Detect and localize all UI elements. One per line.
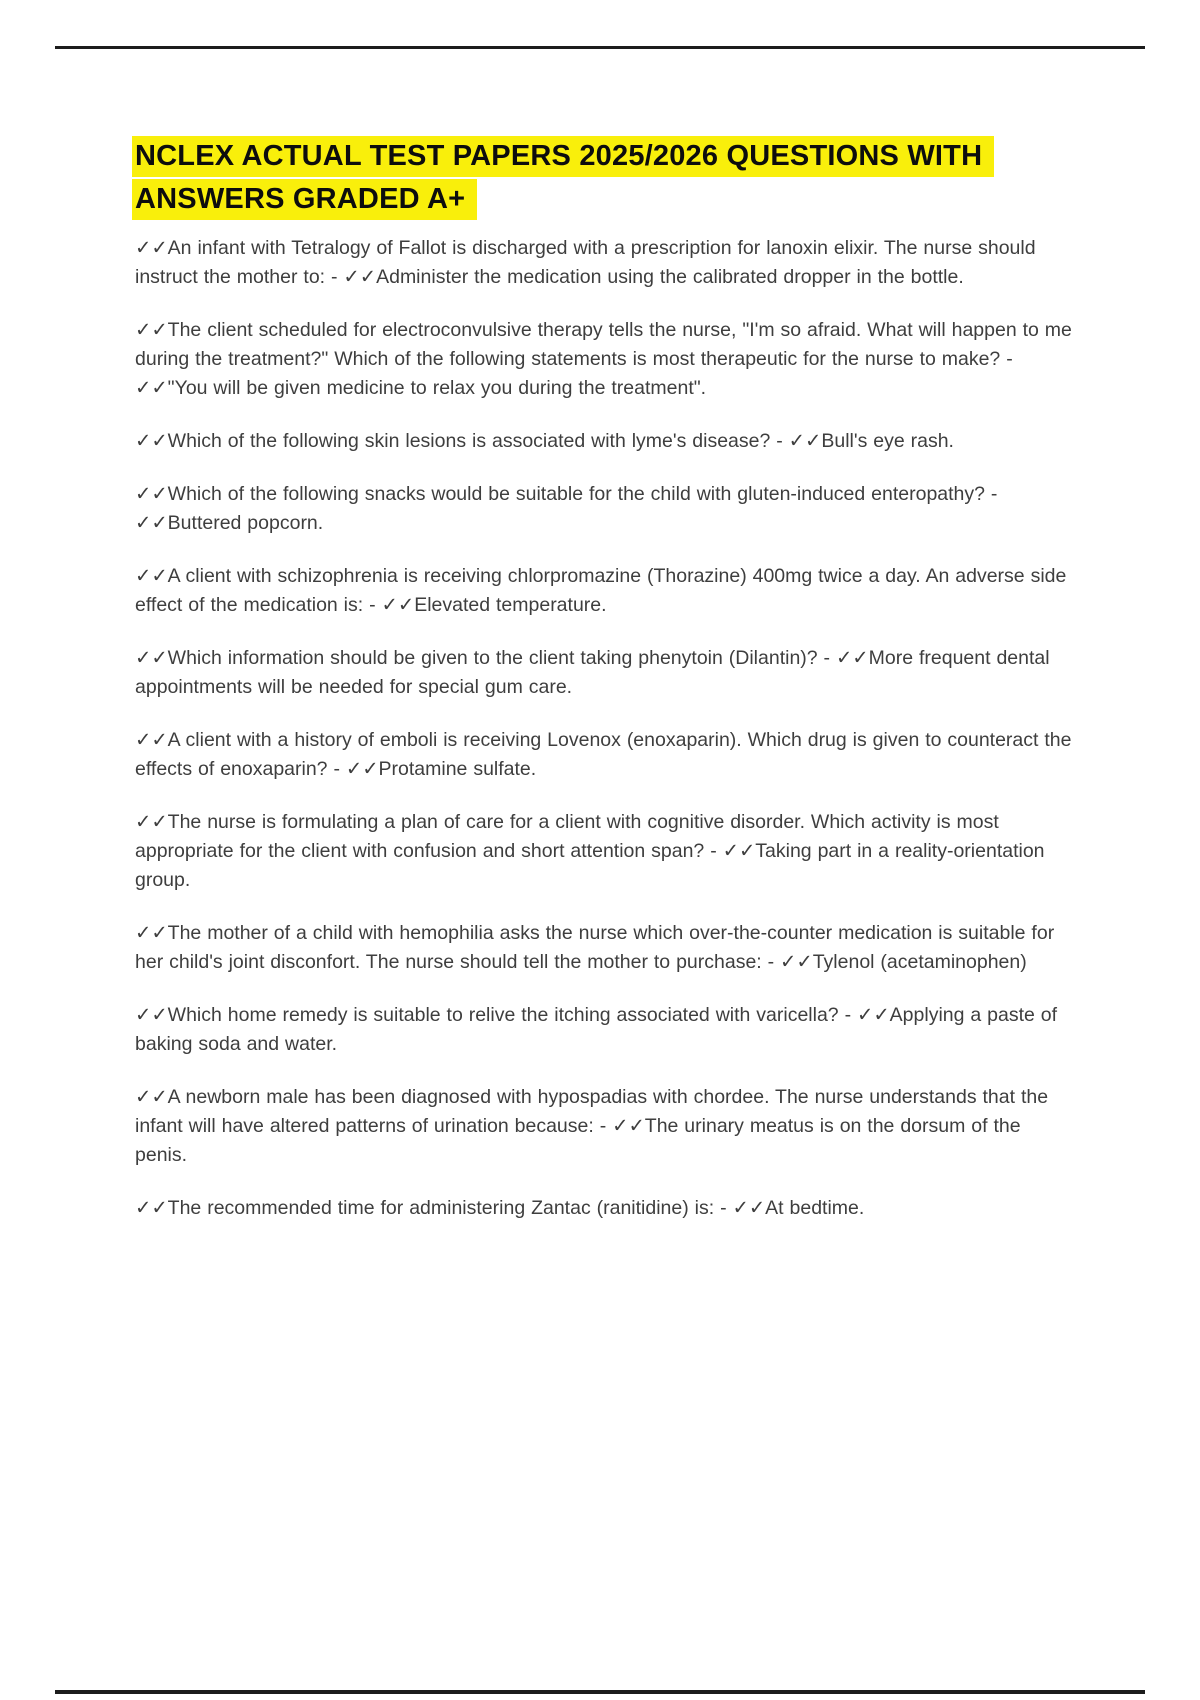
qa-item-12: ✓✓The recommended time for administering Zantac (ranitidine) is: - ✓✓At bedtime. xyxy=(135,1197,865,1219)
qa-item-6: ✓✓Which information should be given to the client taking phenytoin (Dilantin)? - ✓✓More frequent dental appointments will be needed for special gum care. xyxy=(135,647,1050,698)
qa-item-5: ✓✓A client with schizophrenia is receiving chlorpromazine (Thorazine) 400mg twice a day. An adverse side effect of the medication is: - ✓✓Elevated temperature. xyxy=(135,565,1067,616)
qa-list xyxy=(135,234,1075,1223)
top-divider-rule xyxy=(55,46,1145,49)
qa-item-10: ✓✓Which home remedy is suitable to relive the itching associated with varicella? - ✓✓Applying a paste of baking soda and water. xyxy=(135,1004,1058,1055)
qa-item-8: ✓✓The nurse is formulating a plan of care for a client with cognitive disorder. Which activity is most appropriate for the client with confusion and short attention span? - ✓✓Taking part in a reality-orientation group. xyxy=(135,811,1045,891)
qa-item-9: ✓✓The mother of a child with hemophilia asks the nurse which over-the-counter medication is suitable for her child's joint disconfort. The nurse should tell the mother to purchase: - ✓✓Tylenol (acetaminophen) xyxy=(135,922,1055,973)
qa-item-11: ✓✓A newborn male has been diagnosed with hypospadias with chordee. The nurse understands that the infant will have altered patterns of urination because: - ✓✓The urinary meatus is on the dorsum of the penis. xyxy=(135,1086,1049,1166)
page-title xyxy=(135,134,1075,220)
highlighted-title-text-1: NCLEX ACTUAL TEST PAPERS 2025/2026 QUESTIONS WITH xyxy=(132,136,994,177)
qa-item-2: ✓✓The client scheduled for electroconvulsive therapy tells the nurse, "I'm so afraid. What will happen to me during the treatment?" Which of the following statements is most therapeutic for the nurse to make? - ✓✓"You will be given medicine to relax you during the treatment". xyxy=(135,319,1072,399)
highlighted-title-text-2: ANSWERS GRADED A+ xyxy=(132,179,477,220)
qa-item-7: ✓✓A client with a history of emboli is receiving Lovenox (enoxaparin). Which drug is given to counteract the effects of enoxaparin? - ✓✓Protamine sulfate. xyxy=(135,729,1072,780)
page-title-line-2 xyxy=(135,177,1075,220)
qa-item-4: ✓✓Which of the following snacks would be suitable for the child with gluten-induced enteropathy? - ✓✓Buttered popcorn. xyxy=(135,483,998,534)
page-title-line-1 xyxy=(135,134,1075,177)
document-content xyxy=(135,134,1075,1247)
qa-item-3: ✓✓Which of the following skin lesions is associated with lyme's disease? - ✓✓Bull's eye rash. xyxy=(135,430,954,452)
qa-item-1: ✓✓An infant with Tetralogy of Fallot is discharged with a prescription for lanoxin elixir. The nurse should instruct the mother to: - ✓✓Administer the medication using the calibrated dropper in the bottle. xyxy=(135,237,1036,288)
bottom-divider-rule xyxy=(55,1690,1145,1694)
